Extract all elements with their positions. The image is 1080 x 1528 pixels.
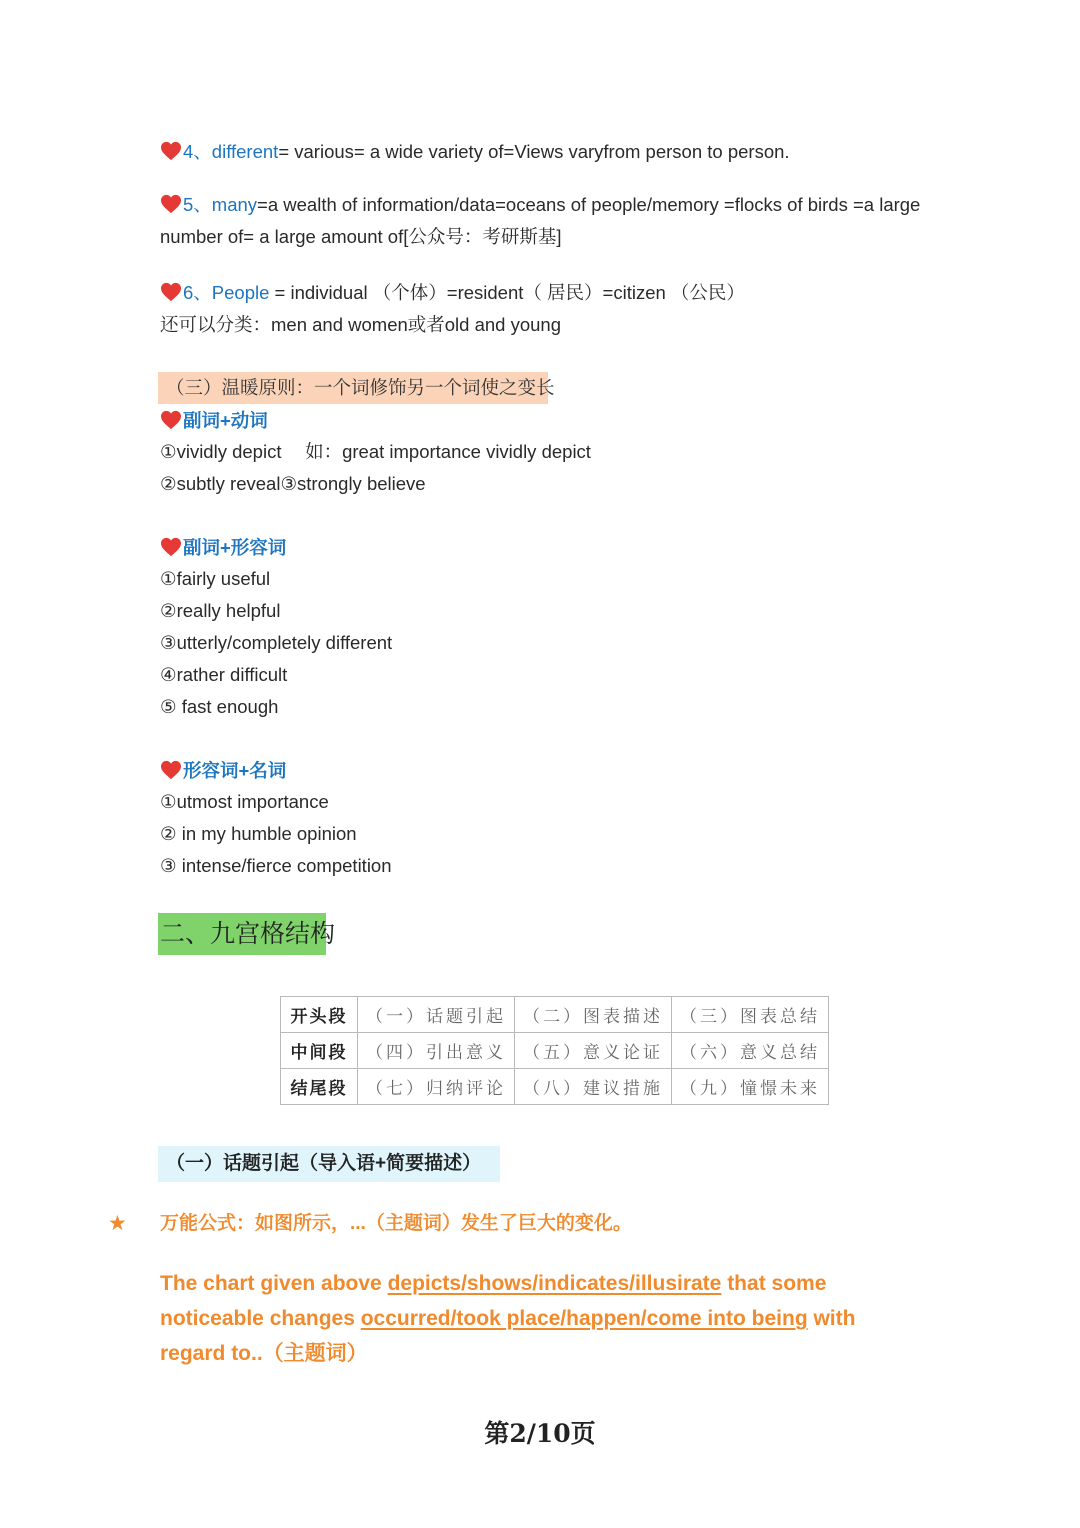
- nine-grid-table: [280, 996, 829, 1105]
- formula-l2a: noticeable changes: [160, 1307, 361, 1330]
- adv-adj-line-3: ③utterly/completely different: [160, 632, 393, 653]
- adv-adj-line-1: ①fairly useful: [160, 568, 271, 589]
- grid-cell: （四）引出意义: [358, 1033, 515, 1069]
- part-2-title: 二、九宫格结构: [160, 920, 336, 948]
- formula-l1a: The chart given above: [160, 1272, 388, 1295]
- adv-adj-line-5: ⑤ fast enough: [160, 696, 279, 717]
- table-row: [281, 1069, 829, 1105]
- item-5-line-2: number of= a large amount of[公众号：考研斯基]: [160, 226, 562, 247]
- item-4-text: = various= a wide variety of=Views varyfrom person to person.: [278, 141, 790, 162]
- adv-adj-line-2: ②really helpful: [160, 600, 281, 621]
- adj-noun-heading: [160, 759, 286, 783]
- grid-cell: （八）建议措施: [515, 1069, 672, 1105]
- heart-icon: [160, 410, 182, 430]
- item-6-keyword: People: [211, 282, 270, 303]
- item-6-line-2: 还可以分类：men and women或者old and young: [160, 314, 562, 335]
- adv-adj-heading: [160, 536, 286, 560]
- formula-l2b: occurred/took place/happen/come into being: [360, 1307, 808, 1330]
- grid-cell: （六）意义总结: [672, 1033, 829, 1069]
- heart-icon: [160, 282, 182, 302]
- grid-cell: （一）话题引起: [358, 997, 515, 1033]
- item-5-line: [160, 193, 920, 217]
- adj-noun-line-1: ①utmost importance: [160, 791, 329, 812]
- item-4-keyword: different: [211, 141, 279, 162]
- formula-text: 万能公式：如图所示，...（主题词）发生了巨大的变化。: [160, 1213, 632, 1234]
- adv-verb-heading-text: 副词+动词: [183, 410, 268, 431]
- heart-icon: [160, 194, 182, 214]
- adv-adj-heading-text: 副词+形容词: [183, 537, 287, 558]
- adj-noun-line-2: ② in my humble opinion: [160, 823, 357, 844]
- formula-english-line-3: regard to..（主题词）: [160, 1342, 368, 1365]
- adv-verb-line-1: ①vividly depict 如：great importance vividly depict: [160, 441, 591, 462]
- item-6-line: [160, 281, 745, 305]
- row-header: 开头段: [281, 997, 358, 1033]
- adv-verb-line-2: ②subtly reveal③strongly believe: [160, 473, 426, 494]
- star-icon: ★: [108, 1212, 127, 1235]
- heart-icon: [160, 760, 182, 780]
- table-row: [281, 997, 829, 1033]
- item-5-number: 5、: [183, 194, 212, 215]
- formula-l1b: depicts/shows/indicates/illusirate: [387, 1272, 722, 1295]
- page-number: 第2/10页: [484, 1419, 596, 1448]
- item-5-text: =a wealth of information/data=oceans of people/memory =flocks of birds =a large: [257, 194, 921, 215]
- formula-l1c: that some: [721, 1272, 827, 1295]
- grid-cell: （五）意义论证: [515, 1033, 672, 1069]
- grid-cell: （二）图表描述: [515, 997, 672, 1033]
- grid-cell: （九）憧憬未来: [672, 1069, 829, 1105]
- item-4-line: [160, 140, 790, 164]
- table-row: [281, 1033, 829, 1069]
- adv-verb-heading: [160, 409, 268, 433]
- row-header: 结尾段: [281, 1069, 358, 1105]
- item-6-number: 6、: [183, 282, 212, 303]
- item-6-text: = individual （个体）=resident（ 居民）=citizen （公民）: [269, 282, 745, 303]
- item-4-number: 4、: [183, 141, 212, 162]
- heart-icon: [160, 141, 182, 161]
- formula-l2c: with: [807, 1307, 856, 1330]
- grid-cell: （七）归纳评论: [358, 1069, 515, 1105]
- grid-cell: （三）图表总结: [672, 997, 829, 1033]
- formula-english-line-1: [160, 1271, 826, 1297]
- item-5-keyword: many: [211, 194, 258, 215]
- heart-icon: [160, 537, 182, 557]
- topic-title: （一）话题引起（导入语+简要描述）: [166, 1153, 482, 1174]
- adj-noun-line-3: ③ intense/fierce competition: [160, 855, 392, 876]
- row-header: 中间段: [281, 1033, 358, 1069]
- section-3-title: （三）温暖原则：一个词修饰另一个词使之变长: [166, 377, 555, 398]
- adj-noun-heading-text: 形容词+名词: [183, 760, 287, 781]
- adv-adj-line-4: ④rather difficult: [160, 664, 288, 685]
- formula-english-line-2: [160, 1306, 855, 1332]
